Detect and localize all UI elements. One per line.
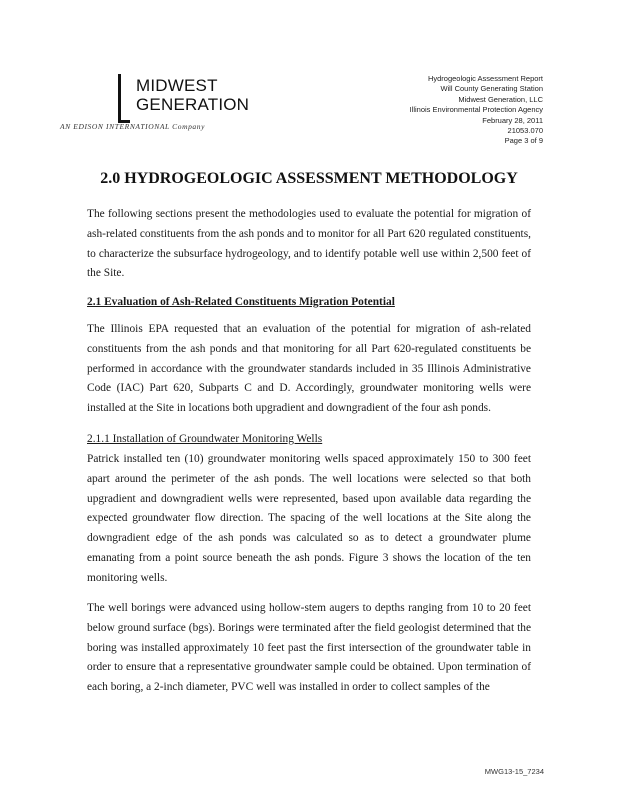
station-name: Will County Generating Station xyxy=(440,84,543,94)
company-name: Midwest Generation, LLC xyxy=(458,94,543,104)
logo-name-line1: MIDWEST xyxy=(136,76,218,95)
bates-number: MWG13-15_7234 xyxy=(484,767,544,776)
subsection-2-1-1-heading: 2.1.1 Installation of Groundwater Monitoring Wells xyxy=(87,433,323,445)
intro-paragraph: The following sections present the methodologies used to evaluate the potential for migration of ash-related constituents from the ash ponds and to monitor for all Part 620 regulated constituents, to characterize the subsurface hydrogeology, and to identify potable well use within 2,500 feet of the Site. xyxy=(87,208,531,280)
page-number: Page 3 of 9 xyxy=(504,136,543,146)
logo-name xyxy=(136,76,249,114)
section-title: 2.0 HYDROGEOLOGIC ASSESSMENT METHODOLOGY xyxy=(100,170,518,187)
logo-bracket-mark xyxy=(118,74,130,123)
company-logo xyxy=(60,72,260,134)
report-date: February 28, 2011 xyxy=(482,115,543,125)
logo-tagline: AN EDISON INTERNATIONAL Company xyxy=(60,122,206,131)
well-borings-paragraph: The well borings were advanced using hollow-stem augers to depths ranging from 10 to 20 feet below ground surface (bgs). Borings were terminated after the field geologist determined that the boring was installed approximately 10 feet past the first intersection of the groundwater table in order to ensure that a representative groundwater sample could be obtained. Upon termination of each boring, a 2-inch diameter, PVC well was installed in order to collect samples of the xyxy=(87,602,531,694)
logo-name-line2: GENERATION xyxy=(136,95,250,114)
subsection-2-1-paragraph: The Illinois EPA requested that an evaluation of the potential for migration of ash-related constituents from the ash ponds and that monitoring for all Part 620-regulated constituents be performed in accordance with the groundwater standards included in 35 Illinois Administrative Code (IAC) Part 620, Subparts C and D. Accordingly, groundwater monitoring wells were installed at the Site in locations both upgradient and downgradient of the four ash ponds. xyxy=(87,323,531,415)
project-number: 21053.070 xyxy=(507,126,543,136)
report-title: Hydrogeologic Assessment Report xyxy=(427,74,543,83)
well-installation-paragraph: Patrick installed ten (10) groundwater monitoring wells spaced approximately 150 to 300 feet apart around the perimeter of the ash ponds. The well locations were selected so that both upgradient and downgradient wells were represented, based upon available data regarding the expected groundwater flow direction. The spacing of the well locations at the Site along the downgradient edge of the ash ponds was calculated so as to detect a groundwater plume emanating from a point source beneath the ash ponds. Figure 3 shows the location of the ten monitoring wells. xyxy=(87,453,531,584)
agency-name: Illinois Environmental Protection Agency xyxy=(409,105,543,115)
report-header-info xyxy=(410,74,543,147)
subsection-2-1-heading: 2.1 Evaluation of Ash-Related Constituents Migration Potential xyxy=(87,296,395,308)
